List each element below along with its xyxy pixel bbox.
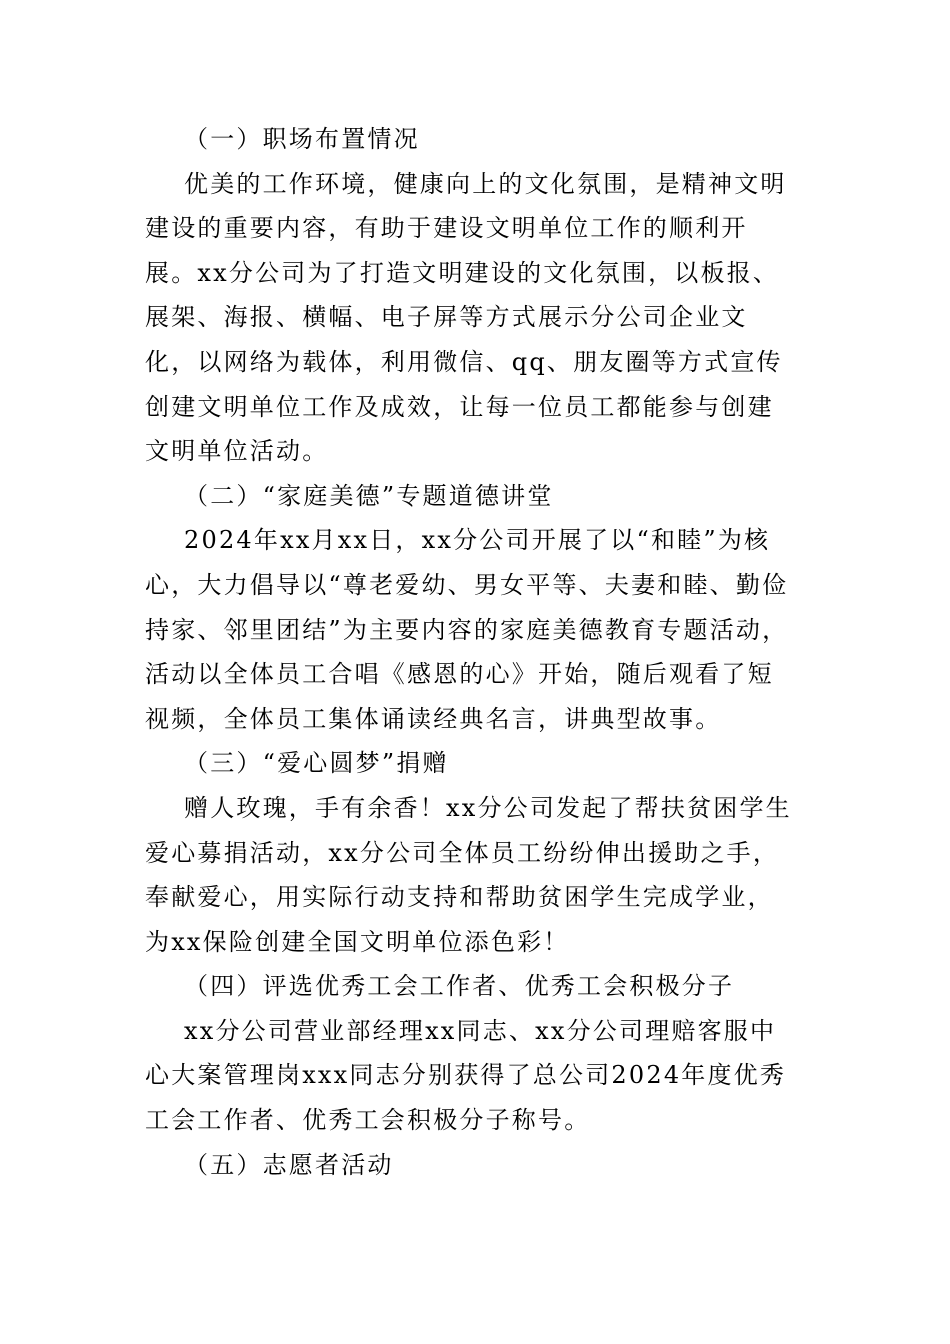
section-body-1: 优美的工作环境，健康向上的文化氛围，是精神文明建设的重要内容，有助于建设文明单位工作的顺利开展。xx分公司为了打造文明建设的文化氛围，以板报、展架、海报、横幅、电子屏等方式展示分公司企业文化，以网络为载体，利用微信、qq、朋友圈等方式宣传创建文明单位工作及成效，让每一位员工都能参与创建文明单位活动。 (145, 169, 787, 466)
section-heading-1: （一）职场布置情况 (184, 125, 420, 153)
section-heading-4: （四）评选优秀工会工作者、优秀工会积极分子 (184, 972, 735, 1001)
section-body-3: 赠人玫瑰，手有余香！xx分公司发起了帮扶贫困学生爱心募捐活动，xx分公司全体员工纷纷伸出援助之手，奉献爱心，用实际行动支持和帮助贫困学生完成学业，为xx保险创建全国文明单位添色彩！ (145, 793, 792, 956)
section-heading-5: （五）志愿者活动 (184, 1150, 394, 1179)
section-body-2: 2024年xx月xx日，xx分公司开展了以“和睦”为核心，大力倡导以“尊老爱幼、男女平等、夫妻和睦、勤俭持家、邻里团结”为主要内容的家庭美德教育专题活动，活动以全体员工合唱《感恩的心》开始，随后观看了短视频，全体员工集体诵读经典名言，讲典型故事。 (145, 526, 789, 733)
section-heading-3: （三）“爱心圆梦”捐赠 (184, 749, 449, 778)
document-body (145, 117, 795, 1187)
section-heading-2: （二）“家庭美德”专题道德讲堂 (184, 481, 554, 510)
section-body-4: xx分公司营业部经理xx同志、xx分公司理赔客服中心大案管理岗xxx同志分别获得了总公司2024年度优秀工会工作者、优秀工会积极分子称号。 (145, 1016, 787, 1135)
